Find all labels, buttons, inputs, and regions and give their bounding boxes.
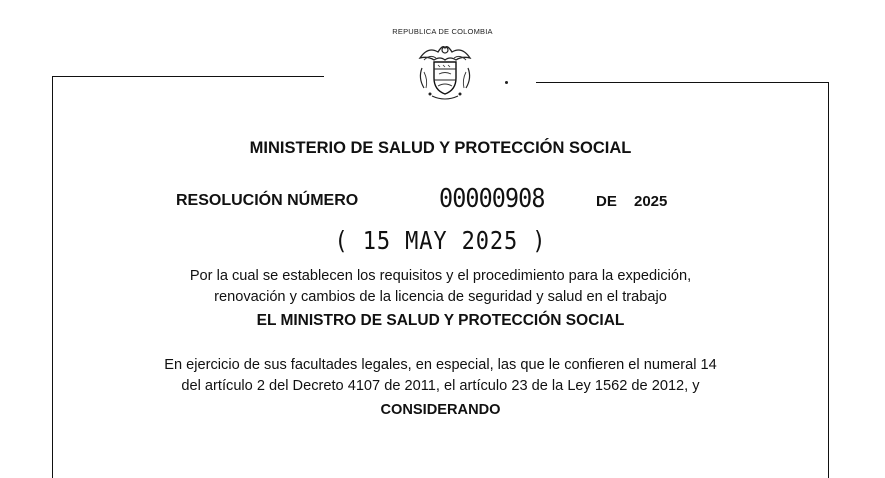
resolution-label: RESOLUCIÓN NÚMERO: [176, 192, 359, 209]
purpose-line-1: Por la cual se establecen los requisitos y el procedimiento para la expedición,: [189, 268, 692, 284]
country-header: REPUBLICA DE COLOMBIA: [392, 27, 493, 36]
minister-title: EL MINISTRO DE SALUD Y PROTECCIÓN SOCIAL: [256, 312, 625, 329]
powers-line-1: En ejercicio de sus facultades legales, en especial, las que le confieren el numeral 14: [164, 357, 717, 373]
considerando-heading: CONSIDERANDO: [380, 402, 501, 418]
frame-top-right-border: [536, 82, 829, 83]
resolution-de-label: DE: [596, 193, 617, 210]
scan-dot: [505, 81, 508, 84]
frame-top-left-border: [52, 76, 324, 77]
powers-line-2: del artículo 2 del Decreto 4107 de 2011, el artículo 23 de la Ley 1562 de 2012, y: [181, 378, 700, 394]
ministry-title: MINISTERIO DE SALUD Y PROTECCIÓN SOCIAL: [249, 139, 632, 157]
resolution-number: 00000908: [439, 184, 545, 214]
coat-of-arms-icon: [410, 38, 480, 104]
legal-powers: [52, 355, 829, 397]
resolution-date: ( 15 MAY 2025 ): [334, 226, 547, 255]
resolution-purpose: [52, 266, 829, 308]
resolution-year: 2025: [634, 193, 668, 210]
purpose-line-2: renovación y cambios de la licencia de seguridad y salud en el trabajo: [214, 289, 667, 305]
